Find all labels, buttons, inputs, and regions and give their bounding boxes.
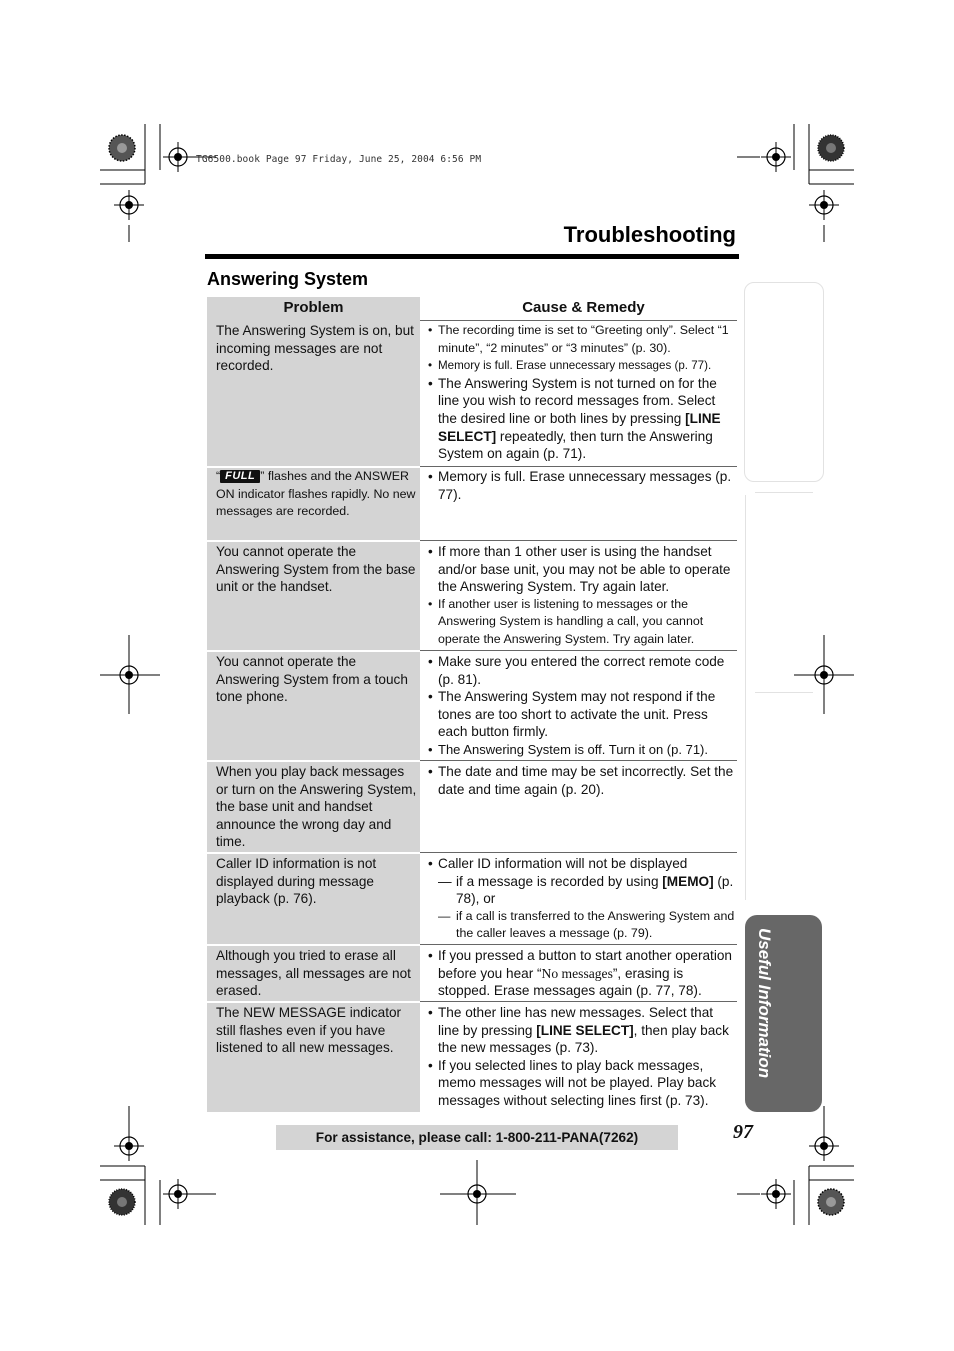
problem-cell: You cannot operate the Answering System from a touch tone phone. [216,654,408,705]
remedy-cell [428,653,736,759]
problem-cell: You cannot operate the Answering System from the base unit or the handset. [216,544,416,595]
remedy-header: Cause & Remedy [522,299,645,316]
list-item: • The date and time may be set incorrectly. Set the date and time again (p. 20). [428,764,734,797]
row-divider [207,1001,420,1003]
page-number: 97 [733,1121,753,1143]
remedy-cell [428,763,736,798]
problem-cell: The Answering System is on, but incoming messages are not recorded. [216,323,414,374]
problem-cell: When you play back messages or turn on the Answering System, the base unit and handset announce the wrong day and time. [216,764,417,850]
list-item: • Memory is full. Erase unnecessary messages (p. 77). [428,469,732,502]
assistance-footer: For assistance, please call: 1-800-211-PANA(7262) [276,1125,678,1150]
row-divider [420,760,737,761]
row-divider [420,650,737,651]
list-item: • Make sure you entered the correct remote code (p. 81). [428,654,725,687]
problem-cell: The NEW MESSAGE indicator still flashes even if you have listened to all new messages. [216,1005,402,1056]
remedy-cell [428,543,736,649]
problem-header: Problem [283,299,344,316]
remedy-cell [428,322,736,463]
list-item: • Memory is full. Erase unnecessary messages (p. 77). [428,359,712,373]
row-divider [420,320,737,321]
starburst-registration-icon [108,134,136,162]
remedy-cell [428,947,736,1000]
side-divider [755,492,813,493]
sub-list-item: — if a message is recorded by using [MEMO] (p. 78), or [438,873,734,907]
starburst-registration-icon [108,1188,136,1216]
title-rule [205,254,739,259]
side-divider [755,692,813,693]
list-item: • If another user is listening to messages or the Answering System is handling a call, you cannot operate the Answering System. Try again later. [428,596,704,646]
remedy-cell [428,855,736,943]
list-item: • The Answering System is off. Turn it on (p. 71). [428,741,708,757]
problem-cell: Although you tried to erase all messages, all messages are not erased. [216,948,411,999]
side-tab-label: Useful Information [755,928,774,1079]
list-item: • The other line has new messages. Select that line by pressing [LINE SELECT], then play back the new messages (p. 73). [428,1005,729,1056]
row-divider [420,466,737,467]
starburst-registration-icon [817,1188,845,1216]
remedy-cell [428,468,736,503]
row-divider [207,760,420,762]
problem-cell: “ FULL ” flashes and the ANSWER ON indicator flashes rapidly. No new messages are recorded. [216,469,416,519]
row-divider [420,944,737,945]
row-divider [207,944,420,946]
page-title: Troubleshooting [563,222,736,247]
problem-cell: Caller ID information is not displayed during message playback (p. 76). [216,856,377,907]
section-heading: Answering System [207,269,369,289]
side-tab-outline [744,282,824,482]
row-divider [420,852,737,853]
row-divider [207,852,420,854]
remedy-cell [428,1004,736,1110]
list-item: • If more than 1 other user is using the handset and/or base unit, you may not be able to operate the Answering System. Try again later. [428,544,731,595]
list-item: • If you pressed a button to start another operation before you hear “No messages”, erasing is stopped. Erase messages again (p. 77, 78). [428,948,732,999]
print-header-line: TG6500.book Page 97 Friday, June 25, 2004 6:56 PM [196,154,482,165]
full-indicator-badge: FULL [220,470,260,483]
row-divider [420,540,737,541]
sub-list-item: — if a call is transferred to the Answering System and the caller leaves a message (p. 79). [438,908,735,941]
starburst-registration-icon [817,134,845,162]
list-item: • The Answering System may not respond if the tones are too short to activate the unit. Press each button firmly. [428,689,716,740]
row-divider [207,650,420,652]
list-item: • The Answering System is not turned on for the line you wish to record messages from. Select the desired line or both lines by pressing [LINE SELECT] repeatedly, then turn the Answering System on again (p. 71). [428,375,721,462]
list-item: • If you selected lines to play back messages, memo messages will not be played. Play back messages without selecting lines first (p. 73). [428,1057,717,1108]
row-divider [420,1001,737,1002]
row-divider [207,540,420,542]
list-item: • Caller ID information will not be displayed [428,856,688,871]
side-divider [745,495,746,900]
list-item: • The recording time is set to “Greeting only”. Select “1 minute”, “2 minutes” or “3 minutes” (p. 30). [428,323,729,355]
